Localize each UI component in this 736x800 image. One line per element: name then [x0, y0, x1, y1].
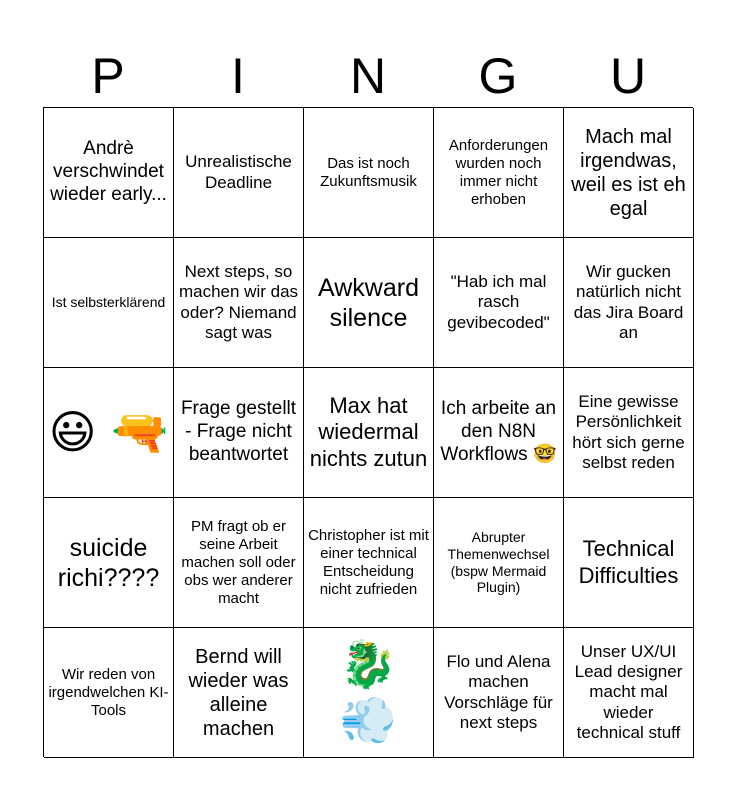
title-letter-g: G	[478, 48, 518, 104]
title-letter-i: I	[231, 48, 245, 104]
bingo-cell[interactable]	[564, 368, 694, 498]
bingo-cell[interactable]	[564, 238, 694, 368]
bingo-cell[interactable]	[434, 108, 564, 238]
dragon-dash-icon: 🐉 💨	[339, 637, 398, 747]
bingo-cell[interactable]	[44, 498, 174, 628]
bingo-cell[interactable]	[304, 628, 434, 758]
title-letter-n: N	[349, 48, 387, 104]
cell-text: Technical Difficulties	[578, 536, 679, 588]
cell-text: "Hab ich mal rasch gevibecoded"	[447, 271, 550, 332]
cell-text: Christopher ist mit einer technical Entscheidung nicht zufrieden	[308, 526, 429, 598]
cell-text: Next steps, so machen wir das oder? Niemand sagt was	[178, 261, 299, 342]
bingo-cell[interactable]	[434, 238, 564, 368]
cell-text: Wir gucken natürlich nicht das Jira Board an	[573, 261, 684, 342]
cell-text: Anforderungen wurden noch immer nicht erhoben	[448, 136, 549, 208]
bingo-cell[interactable]	[434, 368, 564, 498]
bingo-title	[43, 46, 693, 106]
title-letter-p: P	[91, 48, 125, 104]
bingo-cell[interactable]	[434, 628, 564, 758]
smiley-water-gun-icon: 😃 🔫	[48, 404, 169, 459]
cell-text: Ist selbsterklärend	[51, 294, 166, 311]
bingo-cell[interactable]	[304, 368, 434, 498]
cell-text: suicide richi????	[57, 533, 160, 592]
cell-text: Awkward silence	[318, 273, 419, 332]
bingo-grid	[43, 107, 693, 757]
cell-text: Ich arbeite an den N8N Workflows 🤓	[440, 398, 557, 465]
bingo-cell[interactable]	[174, 108, 304, 238]
cell-text: Unrealistische Deadline	[185, 152, 292, 192]
bingo-cell[interactable]	[304, 238, 434, 368]
bingo-cell[interactable]	[44, 368, 174, 498]
bingo-cell[interactable]	[564, 498, 694, 628]
cell-text: Flo und Alena machen Vorschläge für next steps	[444, 651, 553, 732]
title-letter-u: U	[609, 48, 647, 104]
bingo-cell[interactable]	[174, 628, 304, 758]
bingo-cell[interactable]	[44, 238, 174, 368]
bingo-cell[interactable]	[434, 498, 564, 628]
cell-text: Frage gestellt - Frage nicht beantwortet	[180, 398, 297, 465]
cell-text: Bernd will wieder was alleine machen	[188, 645, 289, 740]
bingo-cell[interactable]	[304, 108, 434, 238]
cell-text: Wir reden von irgendwelchen KI-Tools	[48, 665, 169, 719]
bingo-cell[interactable]	[174, 498, 304, 628]
cell-text: Mach mal irgendwas, weil es ist eh egal	[571, 125, 686, 220]
cell-text: Abrupter Themenwechsel (bspw Mermaid Plugin)	[447, 528, 550, 596]
cell-text: Max hat wiedermal nichts zutun	[309, 392, 428, 471]
cell-text: PM fragt ob er seine Arbeit machen soll oder obs wer anderer macht	[181, 517, 296, 607]
bingo-cell[interactable]	[564, 108, 694, 238]
cell-text: Eine gewisse Persönlichkeit hört sich gerne selbst reden	[572, 391, 685, 472]
bingo-cell[interactable]	[564, 628, 694, 758]
bingo-cell[interactable]	[304, 498, 434, 628]
cell-text: Andrè verschwindet wieder early...	[50, 138, 167, 205]
bingo-cell[interactable]	[44, 628, 174, 758]
cell-text: Unser UX/UI Lead designer macht mal wieder technical stuff	[574, 641, 683, 743]
bingo-cell[interactable]	[174, 368, 304, 498]
bingo-cell[interactable]	[174, 238, 304, 368]
bingo-cell[interactable]	[44, 108, 174, 238]
cell-text: Das ist noch Zukunftsmusik	[320, 154, 417, 190]
